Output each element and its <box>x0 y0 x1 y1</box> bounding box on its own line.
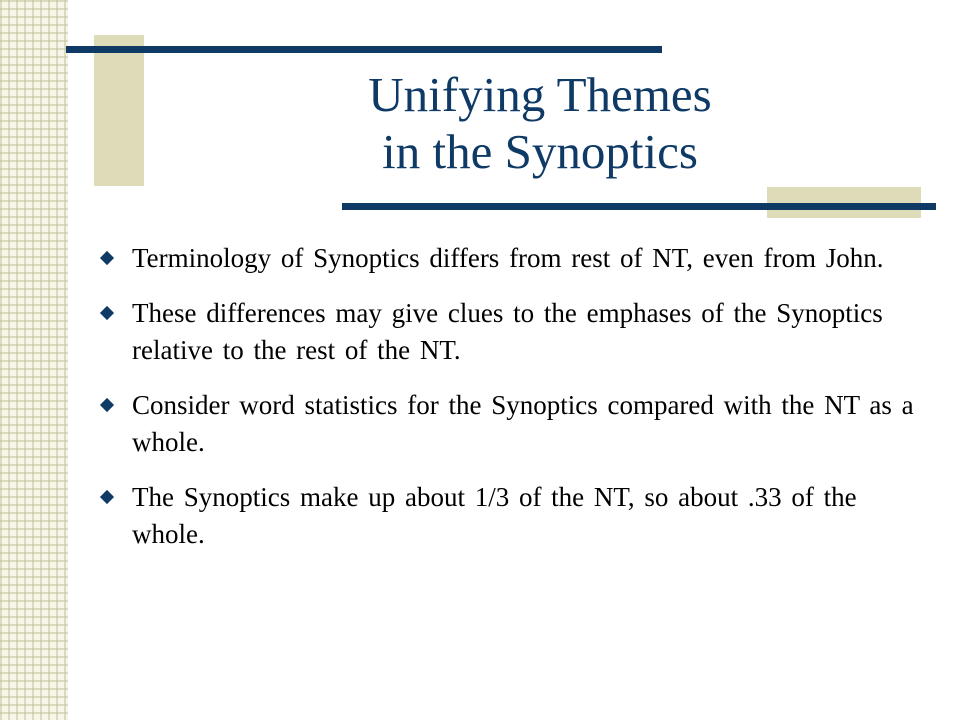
diamond-bullet-icon <box>100 490 114 504</box>
bullet-item <box>98 240 928 277</box>
bullet-text: Consider word statistics for the Synoptics compared with the NT as a whole. <box>132 390 914 457</box>
decorative-grid-strip <box>0 0 68 720</box>
slide-title <box>180 66 900 180</box>
diamond-bullet-icon <box>100 398 114 412</box>
diamond-bullet-icon <box>100 306 114 320</box>
slide-title-line-1: Unifying Themes <box>368 67 712 122</box>
bullet-list <box>98 240 928 571</box>
bullet-text: Terminology of Synoptics differs from rest of NT, even from John. <box>132 243 884 273</box>
bullet-text: These differences may give clues to the emphases of the Synoptics relative to the rest of the NT. <box>132 298 883 365</box>
bullet-item <box>98 387 928 461</box>
title-top-rule <box>66 46 662 53</box>
bullet-item <box>98 479 928 553</box>
title-bottom-rule <box>342 203 936 210</box>
bullet-item <box>98 295 928 369</box>
slide-title-line-2: in the Synoptics <box>382 124 698 179</box>
title-accent-block-left <box>94 35 144 186</box>
diamond-bullet-icon <box>100 251 114 265</box>
bullet-text: The Synoptics make up about 1/3 of the NT, so about .33 of the whole. <box>132 482 857 549</box>
